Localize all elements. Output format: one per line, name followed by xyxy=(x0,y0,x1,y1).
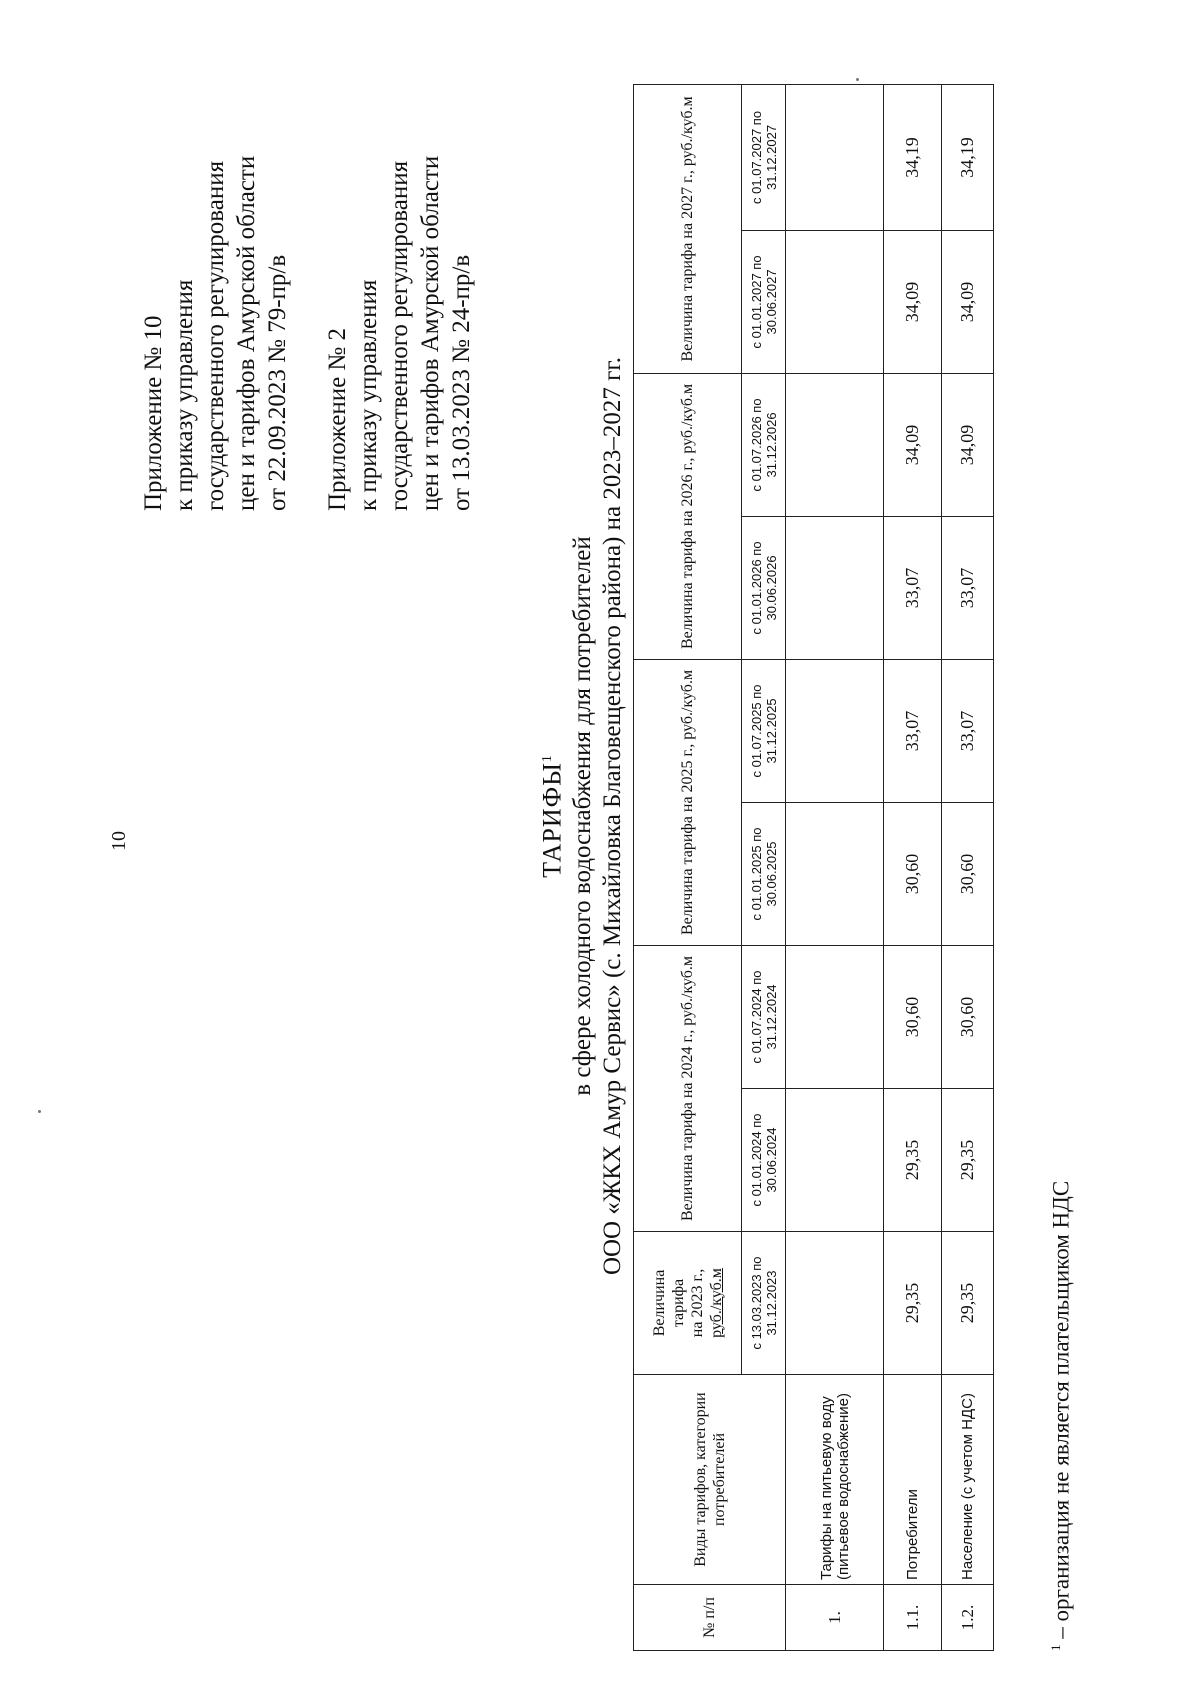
scan-speck xyxy=(38,1110,41,1113)
header-year-2024: Величина тарифа на 2024 г., руб./куб.м xyxy=(634,945,742,1231)
row-value: 30,60 xyxy=(942,945,994,1088)
appendix-block-1 xyxy=(138,156,293,511)
row-num: 1.2. xyxy=(942,1585,994,1651)
header-year-2026: Величина тарифа на 2026 г., руб./куб.м xyxy=(634,373,742,659)
header-2023-line: тарифа xyxy=(669,1278,687,1328)
appendix-1-line: цен и тарифов Амурской области xyxy=(233,155,260,511)
table-row xyxy=(786,84,884,1650)
row-value: 34,09 xyxy=(942,373,994,516)
row-value xyxy=(786,945,884,1088)
appendix-2-line: к приказу управления xyxy=(355,279,382,511)
row-value: 33,07 xyxy=(942,659,994,802)
header-type: Виды тарифов, категории потребителей xyxy=(634,1375,786,1585)
row-value: 34,09 xyxy=(942,230,994,373)
row-num: 1. xyxy=(786,1585,884,1651)
row-value xyxy=(786,230,884,373)
period-2023: с 13.03.2023 по 31.12.2023 xyxy=(742,1232,786,1375)
period-2027-h2: с 01.07.2027 по 31.12.2027 xyxy=(742,84,786,230)
period-2027-h1: с 01.01.2027 по 30.06.2027 xyxy=(742,230,786,373)
row-value xyxy=(786,84,884,230)
row-value: 30,60 xyxy=(884,945,942,1088)
table-header-row xyxy=(634,84,742,1650)
appendix-1-line: от 22.09.2023 № 79-пр/в xyxy=(264,254,291,511)
appendix-block-2 xyxy=(322,156,477,511)
period-2024-h2: с 01.07.2024 по 31.12.2024 xyxy=(742,945,786,1088)
appendix-2-line: государственного регулирования xyxy=(386,160,413,511)
header-2023-line: руб./куб.м xyxy=(707,1268,725,1338)
row-value xyxy=(786,373,884,516)
row-label: Население (с учетом НДС) xyxy=(942,1375,994,1585)
appendix-2-line: от 13.03.2023 № 24-пр/в xyxy=(448,254,475,511)
row-value: 29,35 xyxy=(942,1089,994,1232)
row-value: 33,07 xyxy=(884,659,942,802)
row-value: 29,35 xyxy=(942,1232,994,1375)
period-2026-h2: с 01.07.2026 по 31.12.2026 xyxy=(742,373,786,516)
row-value xyxy=(786,802,884,945)
title-text: ТАРИФЫ xyxy=(537,762,567,878)
header-2023-line: Величина xyxy=(650,1269,668,1337)
appendix-1-line: к приказу управления xyxy=(171,279,198,511)
row-value: 34,09 xyxy=(884,373,942,516)
row-value xyxy=(786,1232,884,1375)
footnote-text: – организация не является плательщиком НДС xyxy=(1048,1180,1074,1645)
period-2025-h1: с 01.01.2025 по 30.06.2025 xyxy=(742,802,786,945)
document-title xyxy=(533,346,628,1286)
row-value: 34,19 xyxy=(942,84,994,230)
appendix-2-line: Приложение № 2 xyxy=(324,327,351,511)
row-value: 30,60 xyxy=(884,802,942,945)
footnote-mark: 1 xyxy=(1048,1644,1063,1651)
header-num: № п/п xyxy=(634,1585,786,1651)
header-year-2027: Величина тарифа на 2027 г., руб./куб.м xyxy=(634,84,742,373)
table-row xyxy=(942,84,994,1650)
title-line-3: ООО «ЖКХ Амур Сервис» (с. Михайловка Благовещенского района) на 2023–2027 гг. xyxy=(598,356,626,1276)
row-label: Тарифы на питьевую воду (питьевое водоснабжение) xyxy=(786,1375,884,1585)
title-footnote-mark: 1 xyxy=(540,754,555,763)
period-2025-h2: с 01.07.2025 по 31.12.2025 xyxy=(742,659,786,802)
period-2024-h1: с 01.01.2024 по 30.06.2024 xyxy=(742,1089,786,1232)
footnote xyxy=(1048,1181,1075,1651)
row-value: 33,07 xyxy=(884,516,942,659)
page-number: 10 xyxy=(108,831,130,851)
header-year-2025: Величина тарифа на 2025 г., руб./куб.м xyxy=(634,659,742,945)
row-value: 29,35 xyxy=(884,1232,942,1375)
row-value: 34,19 xyxy=(884,84,942,230)
appendix-1-line: Приложение № 10 xyxy=(140,315,167,511)
period-2026-h1: с 01.01.2026 по 30.06.2026 xyxy=(742,516,786,659)
row-value: 34,09 xyxy=(884,230,942,373)
row-value xyxy=(786,516,884,659)
title-line-1 xyxy=(533,346,568,1286)
row-value xyxy=(786,659,884,802)
appendix-1-line: государственного регулирования xyxy=(202,160,229,511)
table-row xyxy=(884,84,942,1650)
scan-speck xyxy=(856,78,859,81)
header-2023-line: на 2023 г., xyxy=(688,1268,706,1338)
row-value xyxy=(786,1089,884,1232)
title-line-2: в сфере холодного водоснабжения для потребителей xyxy=(568,536,596,1096)
header-year-2023 xyxy=(634,1232,742,1375)
row-num: 1.1. xyxy=(884,1585,942,1651)
row-label: Потребители xyxy=(884,1375,942,1585)
tariff-table xyxy=(633,84,994,1651)
row-value: 33,07 xyxy=(942,516,994,659)
row-value: 29,35 xyxy=(884,1089,942,1232)
row-value: 30,60 xyxy=(942,802,994,945)
appendix-2-line: цен и тарифов Амурской области xyxy=(417,155,444,511)
